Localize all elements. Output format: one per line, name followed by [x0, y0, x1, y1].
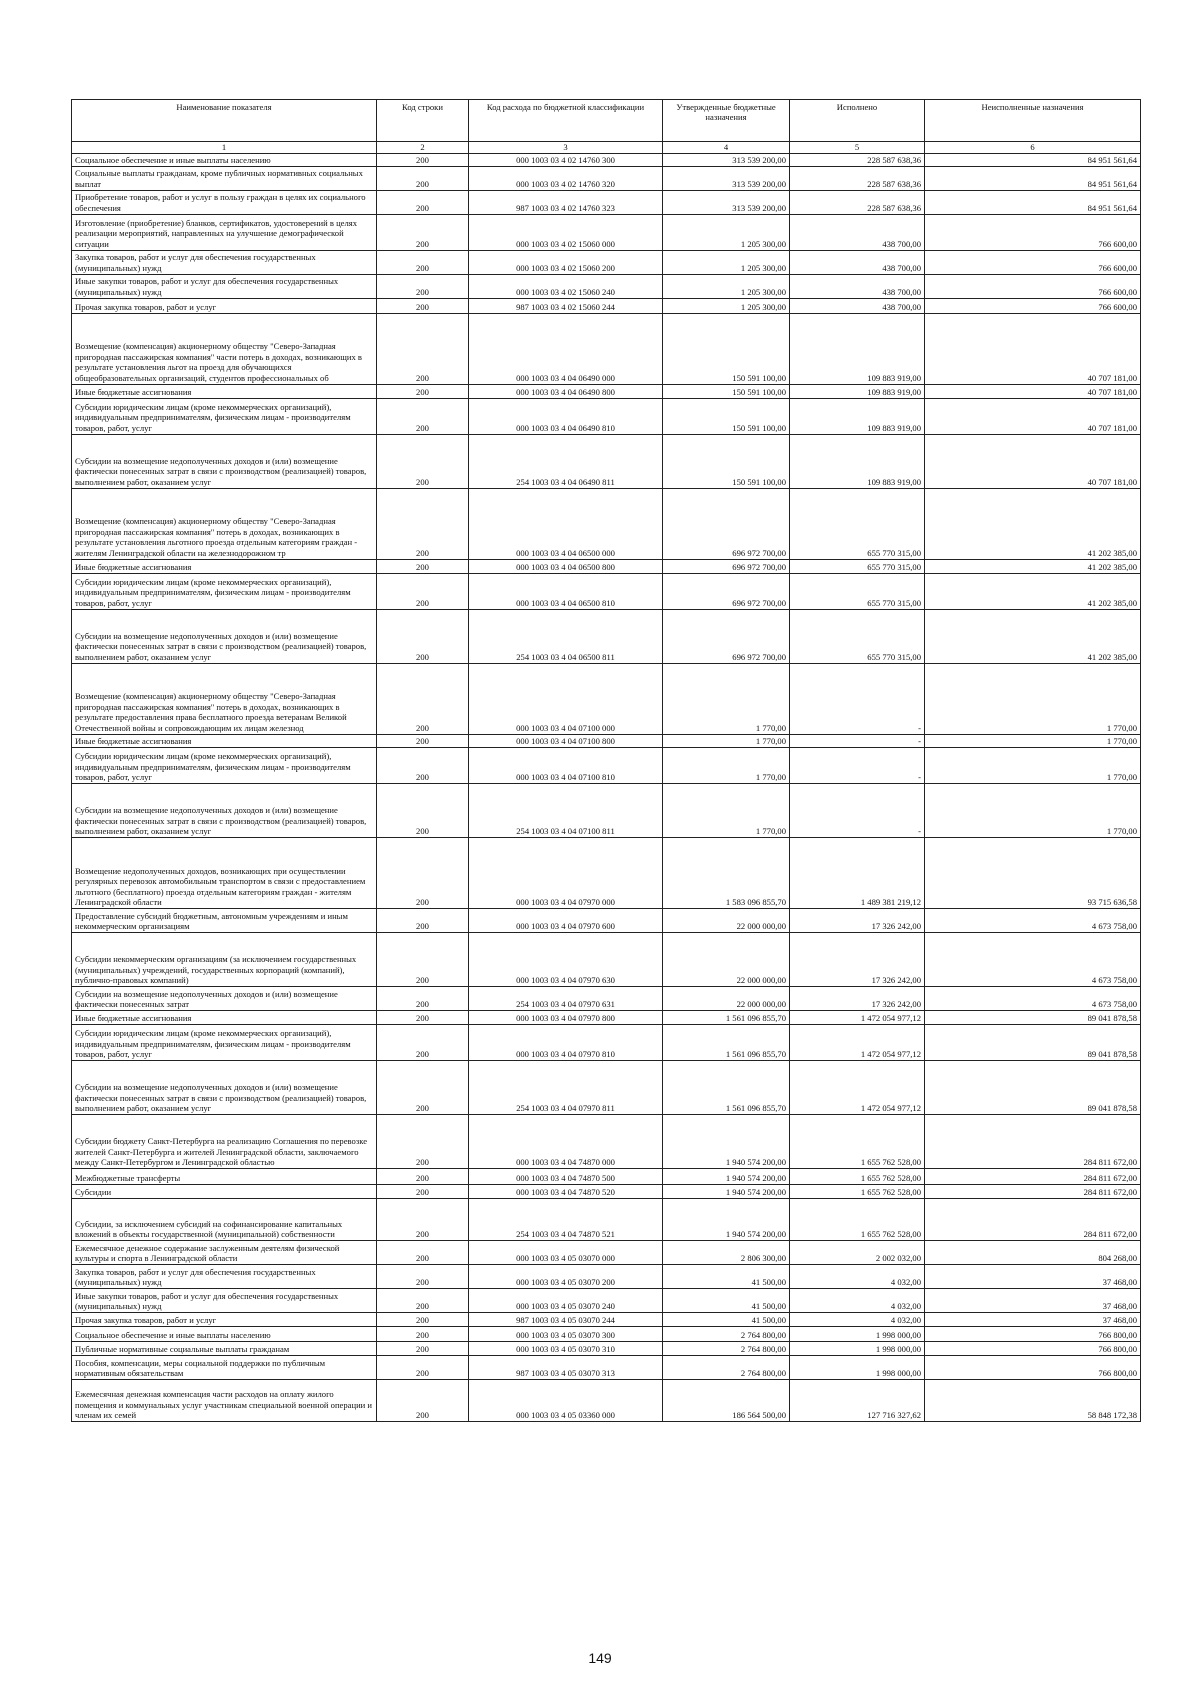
cell-budget-code: 000 1003 03 4 02 15060 240	[469, 275, 663, 299]
cell-unexecuted: 41 202 385,00	[925, 574, 1141, 610]
cell-approved: 1 561 096 855,70	[663, 1025, 790, 1061]
cell-budget-code: 000 1003 03 4 04 06490 810	[469, 399, 663, 435]
cell-line-code: 200	[377, 574, 469, 610]
header-executed: Исполнено	[790, 100, 925, 142]
cell-line-code: 200	[377, 167, 469, 191]
cell-indicator-name: Субсидии юридическим лицам (кроме некоммерческих организаций), индивидуальным предпринимателям, физическим лицам - производителям товаров, работ, услуг	[72, 399, 377, 435]
cell-executed: 1 472 054 977,12	[790, 1011, 925, 1025]
cell-indicator-name: Социальное обеспечение и иные выплаты населению	[72, 1327, 377, 1342]
cell-budget-code: 000 1003 03 4 04 07970 630	[469, 933, 663, 987]
cell-budget-code: 000 1003 03 4 04 07970 810	[469, 1025, 663, 1061]
table-row	[72, 735, 1141, 748]
table-row	[72, 909, 1141, 933]
column-number: 5	[790, 142, 925, 154]
cell-indicator-name: Субсидии на возмещение недополученных доходов и (или) возмещение фактически понесенных затрат в связи с производством (реализацией) товаров, выполнением работ, оказанием услуг	[72, 784, 377, 838]
table-row	[72, 399, 1141, 435]
cell-line-code: 200	[377, 1356, 469, 1380]
cell-unexecuted: 93 715 636,58	[925, 838, 1141, 909]
cell-indicator-name: Иные закупки товаров, работ и услуг для обеспечения государственных (муниципальных) нужд	[72, 275, 377, 299]
table-row	[72, 1169, 1141, 1185]
table-row	[72, 1327, 1141, 1342]
cell-line-code: 200	[377, 838, 469, 909]
cell-indicator-name: Субсидии	[72, 1185, 377, 1199]
cell-unexecuted: 766 800,00	[925, 1342, 1141, 1356]
cell-budget-code: 000 1003 03 4 02 15060 000	[469, 215, 663, 251]
cell-unexecuted: 1 770,00	[925, 664, 1141, 735]
cell-line-code: 200	[377, 1241, 469, 1265]
cell-executed: 1 998 000,00	[790, 1342, 925, 1356]
header-budget-code: Код расхода по бюджетной классификации	[469, 100, 663, 142]
cell-approved: 1 561 096 855,70	[663, 1011, 790, 1025]
cell-approved: 313 539 200,00	[663, 191, 790, 215]
header-line-code: Код строки	[377, 100, 469, 142]
cell-approved: 1 940 574 200,00	[663, 1169, 790, 1185]
cell-budget-code: 000 1003 03 4 04 06500 810	[469, 574, 663, 610]
cell-approved: 1 770,00	[663, 664, 790, 735]
table-row	[72, 1185, 1141, 1199]
column-number: 6	[925, 142, 1141, 154]
table-row	[72, 784, 1141, 838]
table-row	[72, 314, 1141, 385]
cell-executed: -	[790, 784, 925, 838]
cell-line-code: 200	[377, 1313, 469, 1327]
cell-line-code: 200	[377, 435, 469, 489]
table-row	[72, 1265, 1141, 1289]
cell-budget-code: 000 1003 03 4 05 03070 310	[469, 1342, 663, 1356]
cell-budget-code: 000 1003 03 4 04 07100 000	[469, 664, 663, 735]
cell-line-code: 200	[377, 1061, 469, 1115]
cell-unexecuted: 4 673 758,00	[925, 933, 1141, 987]
cell-indicator-name: Субсидии на возмещение недополученных доходов и (или) возмещение фактически понесенных затрат в связи с производством (реализацией) товаров, выполнением работ, оказанием услуг	[72, 610, 377, 664]
cell-unexecuted: 84 951 561,64	[925, 167, 1141, 191]
cell-executed: 17 326 242,00	[790, 987, 925, 1011]
table-row	[72, 560, 1141, 574]
table-row	[72, 1380, 1141, 1422]
cell-indicator-name: Предоставление субсидий бюджетным, автономным учреждениям и иным некоммерческим организациям	[72, 909, 377, 933]
cell-unexecuted: 766 600,00	[925, 251, 1141, 275]
cell-approved: 186 564 500,00	[663, 1380, 790, 1422]
cell-executed: 438 700,00	[790, 275, 925, 299]
cell-unexecuted: 766 800,00	[925, 1356, 1141, 1380]
cell-line-code: 200	[377, 664, 469, 735]
cell-executed: 1 472 054 977,12	[790, 1025, 925, 1061]
cell-budget-code: 254 1003 03 4 04 74870 521	[469, 1199, 663, 1241]
cell-budget-code: 000 1003 03 4 05 03070 240	[469, 1289, 663, 1313]
cell-indicator-name: Изготовление (приобретение) бланков, сертификатов, удостоверений в целях реализации мероприятий, направленных на улучшение демографической ситуации	[72, 215, 377, 251]
cell-unexecuted: 284 811 672,00	[925, 1115, 1141, 1169]
cell-approved: 1 205 300,00	[663, 215, 790, 251]
cell-approved: 313 539 200,00	[663, 167, 790, 191]
cell-approved: 1 205 300,00	[663, 251, 790, 275]
cell-executed: 655 770 315,00	[790, 574, 925, 610]
table-row	[72, 435, 1141, 489]
cell-budget-code: 000 1003 03 4 04 06490 800	[469, 385, 663, 399]
cell-indicator-name: Прочая закупка товаров, работ и услуг	[72, 299, 377, 314]
cell-approved: 150 591 100,00	[663, 314, 790, 385]
cell-unexecuted: 89 041 878,58	[925, 1061, 1141, 1115]
cell-indicator-name: Субсидии на возмещение недополученных доходов и (или) возмещение фактически понесенных затрат	[72, 987, 377, 1011]
cell-unexecuted: 89 041 878,58	[925, 1011, 1141, 1025]
cell-indicator-name: Приобретение товаров, работ и услуг в пользу граждан в целях их социального обеспечения	[72, 191, 377, 215]
header-indicator-name: Наименование показателя	[72, 100, 377, 142]
cell-executed: 1 472 054 977,12	[790, 1061, 925, 1115]
table-row	[72, 299, 1141, 314]
cell-unexecuted: 89 041 878,58	[925, 1025, 1141, 1061]
cell-budget-code: 254 1003 03 4 04 07970 631	[469, 987, 663, 1011]
table-row	[72, 385, 1141, 399]
table-row	[72, 1342, 1141, 1356]
cell-indicator-name: Публичные нормативные социальные выплаты гражданам	[72, 1342, 377, 1356]
table-row	[72, 1241, 1141, 1265]
cell-approved: 1 770,00	[663, 735, 790, 748]
cell-unexecuted: 766 800,00	[925, 1327, 1141, 1342]
cell-line-code: 200	[377, 1115, 469, 1169]
cell-indicator-name: Межбюджетные трансферты	[72, 1169, 377, 1185]
cell-indicator-name: Возмещение (компенсация) акционерному обществу "Северо-Западная пригородная пассажирская компания" потерь в доходах, возникающих в результате установления льготного проезда отдельным категориям граждан - жителям Ленинградской области на железнодорожном тр	[72, 489, 377, 560]
cell-executed: 1 998 000,00	[790, 1356, 925, 1380]
cell-approved: 1 940 574 200,00	[663, 1115, 790, 1169]
cell-executed: 1 655 762 528,00	[790, 1115, 925, 1169]
cell-line-code: 200	[377, 1380, 469, 1422]
header-unexecuted: Неисполненные назначения	[925, 100, 1141, 142]
cell-line-code: 200	[377, 933, 469, 987]
cell-indicator-name: Субсидии бюджету Санкт-Петербурга на реализацию Соглашения по перевозке жителей Санкт-Петербурга и жителей Ленинградской области, заключаемого между Санкт-Петербургом и Ленинградской областью	[72, 1115, 377, 1169]
cell-unexecuted: 40 707 181,00	[925, 399, 1141, 435]
cell-budget-code: 000 1003 03 4 04 07100 810	[469, 748, 663, 784]
cell-approved: 696 972 700,00	[663, 574, 790, 610]
cell-line-code: 200	[377, 1289, 469, 1313]
cell-line-code: 200	[377, 1342, 469, 1356]
cell-budget-code: 000 1003 03 4 04 06500 800	[469, 560, 663, 574]
column-number: 4	[663, 142, 790, 154]
table-row	[72, 275, 1141, 299]
cell-unexecuted: 37 468,00	[925, 1313, 1141, 1327]
cell-budget-code: 000 1003 03 4 04 07970 600	[469, 909, 663, 933]
table-row	[72, 748, 1141, 784]
table-row	[72, 1011, 1141, 1025]
cell-approved: 1 770,00	[663, 748, 790, 784]
cell-budget-code: 000 1003 03 4 04 74870 500	[469, 1169, 663, 1185]
cell-budget-code: 000 1003 03 4 02 14760 320	[469, 167, 663, 191]
cell-approved: 1 205 300,00	[663, 299, 790, 314]
cell-indicator-name: Возмещение недополученных доходов, возникающих при осуществлении регулярных перевозок автомобильным транспортом в связи с предоставлением льготного (бесплатного) проезда отдельным категориям граждан - жителям Ленинградской области	[72, 838, 377, 909]
cell-approved: 150 591 100,00	[663, 399, 790, 435]
cell-unexecuted: 40 707 181,00	[925, 314, 1141, 385]
table-row	[72, 664, 1141, 735]
cell-approved: 696 972 700,00	[663, 489, 790, 560]
column-number: 1	[72, 142, 377, 154]
cell-line-code: 200	[377, 1327, 469, 1342]
cell-unexecuted: 1 770,00	[925, 784, 1141, 838]
cell-line-code: 200	[377, 1199, 469, 1241]
cell-unexecuted: 84 951 561,64	[925, 154, 1141, 167]
cell-executed: 438 700,00	[790, 215, 925, 251]
cell-unexecuted: 284 811 672,00	[925, 1185, 1141, 1199]
cell-indicator-name: Субсидии, за исключением субсидий на софинансирование капитальных вложений в объекты государственной (муниципальной) собственности	[72, 1199, 377, 1241]
budget-execution-table	[71, 99, 1141, 1422]
cell-approved: 1 940 574 200,00	[663, 1185, 790, 1199]
cell-indicator-name: Возмещение (компенсация) акционерному обществу "Северо-Западная пригородная пассажирская компания" потерь в доходах, возникающих в результате предоставления права бесплатного проезда ветеранам Великой Отечественной войны и сопровождающим их лицам железнод	[72, 664, 377, 735]
table-row	[72, 610, 1141, 664]
cell-unexecuted: 766 600,00	[925, 275, 1141, 299]
table-row	[72, 1115, 1141, 1169]
cell-approved: 22 000 000,00	[663, 987, 790, 1011]
cell-budget-code: 000 1003 03 4 05 03070 200	[469, 1265, 663, 1289]
cell-approved: 150 591 100,00	[663, 385, 790, 399]
cell-executed: 1 655 762 528,00	[790, 1199, 925, 1241]
cell-unexecuted: 284 811 672,00	[925, 1169, 1141, 1185]
table-row	[72, 933, 1141, 987]
cell-indicator-name: Возмещение (компенсация) акционерному обществу "Северо-Западная пригородная пассажирская компания" части потерь в доходах, возникающих в результате установления льгот на проезд для обучающихся общеобразовательных организаций, студентов профессиональных об	[72, 314, 377, 385]
cell-line-code: 200	[377, 987, 469, 1011]
cell-budget-code: 000 1003 03 4 05 03360 000	[469, 1380, 663, 1422]
cell-budget-code: 000 1003 03 4 04 74870 000	[469, 1115, 663, 1169]
cell-approved: 696 972 700,00	[663, 560, 790, 574]
cell-approved: 22 000 000,00	[663, 933, 790, 987]
cell-approved: 41 500,00	[663, 1289, 790, 1313]
cell-executed: -	[790, 748, 925, 784]
cell-line-code: 200	[377, 399, 469, 435]
cell-line-code: 200	[377, 784, 469, 838]
column-number: 2	[377, 142, 469, 154]
cell-executed: 228 587 638,36	[790, 154, 925, 167]
table-row	[72, 838, 1141, 909]
cell-unexecuted: 4 673 758,00	[925, 909, 1141, 933]
cell-executed: 109 883 919,00	[790, 435, 925, 489]
cell-line-code: 200	[377, 251, 469, 275]
cell-line-code: 200	[377, 1025, 469, 1061]
page-number: 149	[588, 1650, 612, 1666]
cell-unexecuted: 766 600,00	[925, 299, 1141, 314]
cell-approved: 2 764 800,00	[663, 1342, 790, 1356]
cell-budget-code: 000 1003 03 4 05 03070 300	[469, 1327, 663, 1342]
document-page	[71, 99, 1140, 1422]
table-row	[72, 167, 1141, 191]
cell-indicator-name: Субсидии на возмещение недополученных доходов и (или) возмещение фактически понесенных затрат в связи с производством (реализацией) товаров, выполнением работ, оказанием услуг	[72, 435, 377, 489]
cell-executed: 438 700,00	[790, 299, 925, 314]
cell-line-code: 200	[377, 748, 469, 784]
column-number: 3	[469, 142, 663, 154]
cell-approved: 2 764 800,00	[663, 1327, 790, 1342]
cell-executed: 1 998 000,00	[790, 1327, 925, 1342]
table-row	[72, 1199, 1141, 1241]
cell-approved: 1 770,00	[663, 784, 790, 838]
table-body	[72, 154, 1141, 1422]
cell-executed: 109 883 919,00	[790, 314, 925, 385]
cell-line-code: 200	[377, 610, 469, 664]
cell-line-code: 200	[377, 735, 469, 748]
cell-unexecuted: 40 707 181,00	[925, 385, 1141, 399]
cell-line-code: 200	[377, 909, 469, 933]
cell-executed: 17 326 242,00	[790, 933, 925, 987]
cell-approved: 1 205 300,00	[663, 275, 790, 299]
cell-indicator-name: Прочая закупка товаров, работ и услуг	[72, 1313, 377, 1327]
cell-budget-code: 987 1003 03 4 02 14760 323	[469, 191, 663, 215]
table-row	[72, 987, 1141, 1011]
cell-indicator-name: Субсидии некоммерческим организациям (за исключением государственных (муниципальных) учреждений, государственных корпораций (компаний), публично-правовых компаний)	[72, 933, 377, 987]
table-row	[72, 1313, 1141, 1327]
cell-indicator-name: Закупка товаров, работ и услуг для обеспечения государственных (муниципальных) нужд	[72, 1265, 377, 1289]
table-row	[72, 1356, 1141, 1380]
cell-line-code: 200	[377, 489, 469, 560]
cell-unexecuted: 58 848 172,38	[925, 1380, 1141, 1422]
header-approved: Утвержденные бюджетные назначения	[663, 100, 790, 142]
cell-unexecuted: 4 673 758,00	[925, 987, 1141, 1011]
cell-budget-code: 000 1003 03 4 04 07970 800	[469, 1011, 663, 1025]
cell-unexecuted: 41 202 385,00	[925, 560, 1141, 574]
cell-indicator-name: Иные бюджетные ассигнования	[72, 560, 377, 574]
cell-approved: 2 764 800,00	[663, 1356, 790, 1380]
cell-unexecuted: 1 770,00	[925, 748, 1141, 784]
cell-executed: 1 655 762 528,00	[790, 1185, 925, 1199]
cell-budget-code: 000 1003 03 4 04 07100 800	[469, 735, 663, 748]
cell-budget-code: 987 1003 03 4 05 03070 313	[469, 1356, 663, 1380]
cell-approved: 41 500,00	[663, 1265, 790, 1289]
cell-approved: 1 561 096 855,70	[663, 1061, 790, 1115]
cell-approved: 2 806 300,00	[663, 1241, 790, 1265]
cell-indicator-name: Субсидии юридическим лицам (кроме некоммерческих организаций), индивидуальным предпринимателям, физическим лицам - производителям товаров, работ, услуг	[72, 574, 377, 610]
table-row	[72, 215, 1141, 251]
cell-budget-code: 000 1003 03 4 04 06490 000	[469, 314, 663, 385]
cell-indicator-name: Иные бюджетные ассигнования	[72, 1011, 377, 1025]
cell-indicator-name: Закупка товаров, работ и услуг для обеспечения государственных (муниципальных) нужд	[72, 251, 377, 275]
cell-unexecuted: 41 202 385,00	[925, 610, 1141, 664]
cell-executed: 2 002 032,00	[790, 1241, 925, 1265]
cell-line-code: 200	[377, 314, 469, 385]
cell-executed: 655 770 315,00	[790, 560, 925, 574]
cell-budget-code: 254 1003 03 4 04 06490 811	[469, 435, 663, 489]
cell-unexecuted: 1 770,00	[925, 735, 1141, 748]
cell-indicator-name: Субсидии юридическим лицам (кроме некоммерческих организаций), индивидуальным предпринимателям, физическим лицам - производителям товаров, работ, услуг	[72, 1025, 377, 1061]
cell-budget-code: 000 1003 03 4 05 03070 000	[469, 1241, 663, 1265]
cell-budget-code: 000 1003 03 4 02 15060 200	[469, 251, 663, 275]
cell-approved: 1 940 574 200,00	[663, 1199, 790, 1241]
cell-line-code: 200	[377, 560, 469, 574]
cell-indicator-name: Субсидии на возмещение недополученных доходов и (или) возмещение фактически понесенных затрат в связи с производством (реализацией) товаров, выполнением работ, оказанием услуг	[72, 1061, 377, 1115]
cell-budget-code: 000 1003 03 4 04 07970 000	[469, 838, 663, 909]
cell-indicator-name: Иные бюджетные ассигнования	[72, 385, 377, 399]
cell-unexecuted: 84 951 561,64	[925, 191, 1141, 215]
cell-indicator-name: Социальные выплаты гражданам, кроме публичных нормативных социальных выплат	[72, 167, 377, 191]
cell-executed: 655 770 315,00	[790, 610, 925, 664]
cell-executed: 1 489 381 219,12	[790, 838, 925, 909]
cell-executed: 109 883 919,00	[790, 399, 925, 435]
cell-line-code: 200	[377, 1265, 469, 1289]
cell-executed: 127 716 327,62	[790, 1380, 925, 1422]
cell-executed: 1 655 762 528,00	[790, 1169, 925, 1185]
cell-executed: 438 700,00	[790, 251, 925, 275]
table-row	[72, 574, 1141, 610]
cell-approved: 22 000 000,00	[663, 909, 790, 933]
cell-indicator-name: Иные закупки товаров, работ и услуг для обеспечения государственных (муниципальных) нужд	[72, 1289, 377, 1313]
cell-unexecuted: 41 202 385,00	[925, 489, 1141, 560]
cell-executed: 17 326 242,00	[790, 909, 925, 933]
cell-executed: 4 032,00	[790, 1289, 925, 1313]
cell-executed: 4 032,00	[790, 1313, 925, 1327]
cell-executed: 655 770 315,00	[790, 489, 925, 560]
table-row	[72, 191, 1141, 215]
table-row	[72, 1061, 1141, 1115]
cell-approved: 1 583 096 855,70	[663, 838, 790, 909]
cell-line-code: 200	[377, 1169, 469, 1185]
cell-unexecuted: 284 811 672,00	[925, 1199, 1141, 1241]
cell-indicator-name: Субсидии юридическим лицам (кроме некоммерческих организаций), индивидуальным предпринимателям, физическим лицам - производителям товаров, работ, услуг	[72, 748, 377, 784]
cell-budget-code: 000 1003 03 4 02 14760 300	[469, 154, 663, 167]
table-row	[72, 1025, 1141, 1061]
cell-executed: 109 883 919,00	[790, 385, 925, 399]
cell-executed: 228 587 638,36	[790, 191, 925, 215]
cell-budget-code: 000 1003 03 4 04 06500 000	[469, 489, 663, 560]
cell-line-code: 200	[377, 385, 469, 399]
cell-executed: -	[790, 664, 925, 735]
cell-budget-code: 987 1003 03 4 05 03070 244	[469, 1313, 663, 1327]
cell-indicator-name: Социальное обеспечение и иные выплаты населению	[72, 154, 377, 167]
table-row	[72, 251, 1141, 275]
cell-line-code: 200	[377, 215, 469, 251]
cell-budget-code: 254 1003 03 4 04 07970 811	[469, 1061, 663, 1115]
cell-line-code: 200	[377, 154, 469, 167]
cell-budget-code: 000 1003 03 4 04 74870 520	[469, 1185, 663, 1199]
cell-line-code: 200	[377, 1011, 469, 1025]
cell-approved: 313 539 200,00	[663, 154, 790, 167]
cell-executed: 228 587 638,36	[790, 167, 925, 191]
table-row	[72, 154, 1141, 167]
column-number-row	[72, 142, 1141, 154]
cell-budget-code: 254 1003 03 4 04 07100 811	[469, 784, 663, 838]
cell-indicator-name: Ежемесячное денежное содержание заслуженным деятелям физической культуры и спорта в Ленинградской области	[72, 1241, 377, 1265]
cell-indicator-name: Ежемесячная денежная компенсация части расходов на оплату жилого помещения и коммунальных услуг участникам специальной военной операции и членам их семей	[72, 1380, 377, 1422]
table-header-row	[72, 100, 1141, 142]
cell-unexecuted: 804 268,00	[925, 1241, 1141, 1265]
cell-unexecuted: 37 468,00	[925, 1289, 1141, 1313]
cell-approved: 696 972 700,00	[663, 610, 790, 664]
cell-indicator-name: Пособия, компенсации, меры социальной поддержки по публичным нормативным обязательствам	[72, 1356, 377, 1380]
cell-executed: 4 032,00	[790, 1265, 925, 1289]
cell-executed: -	[790, 735, 925, 748]
table-row	[72, 1289, 1141, 1313]
cell-budget-code: 254 1003 03 4 04 06500 811	[469, 610, 663, 664]
cell-unexecuted: 766 600,00	[925, 215, 1141, 251]
cell-budget-code: 987 1003 03 4 02 15060 244	[469, 299, 663, 314]
cell-line-code: 200	[377, 275, 469, 299]
table-row	[72, 489, 1141, 560]
cell-unexecuted: 40 707 181,00	[925, 435, 1141, 489]
cell-approved: 150 591 100,00	[663, 435, 790, 489]
cell-line-code: 200	[377, 299, 469, 314]
cell-indicator-name: Иные бюджетные ассигнования	[72, 735, 377, 748]
cell-unexecuted: 37 468,00	[925, 1265, 1141, 1289]
cell-line-code: 200	[377, 191, 469, 215]
cell-approved: 41 500,00	[663, 1313, 790, 1327]
cell-line-code: 200	[377, 1185, 469, 1199]
